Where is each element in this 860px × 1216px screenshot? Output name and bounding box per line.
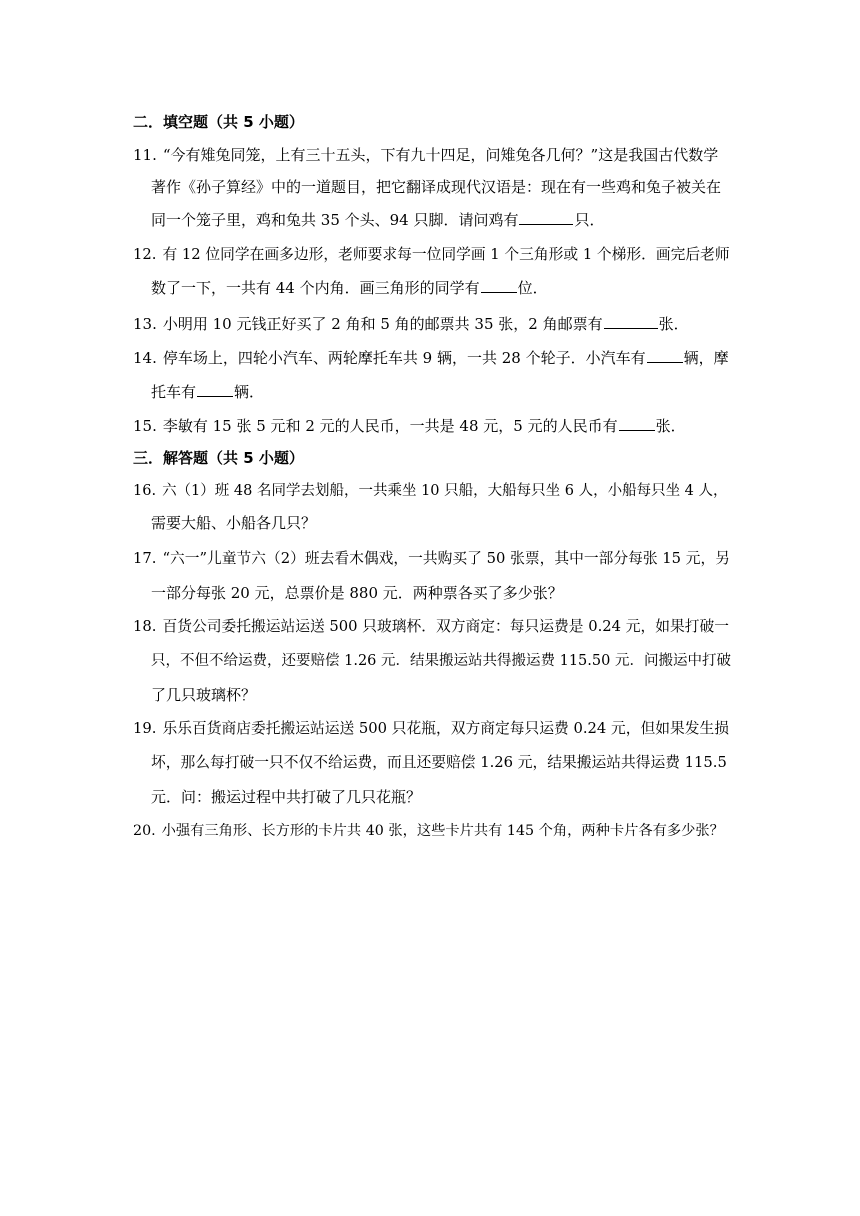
problem-line	[151, 651, 731, 671]
problem-line	[151, 513, 316, 533]
problem-line	[133, 617, 729, 637]
problem-text: 停车场上，四轮小汽车、两轮摩托车共 9 辆，一共 28 个轮子．小汽车有	[162, 349, 646, 367]
answer-blank[interactable]	[197, 381, 233, 397]
problem-text: 有 12 位同学在画多边形，老师要求每一位同学画 1 个三角形或 1 个梯形．画完后老师	[162, 246, 730, 263]
answer-blank[interactable]	[481, 277, 517, 293]
problem-line	[133, 245, 730, 265]
problem-text: 了几只玻璃杯？	[151, 686, 257, 704]
problem-number: 14.	[133, 349, 157, 367]
problem-text: “今有雉兔同笼，上有三十五头，下有九十四足，问雉兔各几何？”这是我国古代数学	[162, 146, 719, 164]
problem-text: 李敏有 15 张 5 元和 2 元的人民币，一共是 48 元，5 元的人民币有	[162, 417, 618, 435]
problem-line	[151, 753, 727, 773]
problem-text: 只．	[574, 211, 605, 229]
problem-text: 托车有	[151, 383, 197, 401]
problem-text: 六（1）班 48 名同学去划船，一共乘坐 10 只船，大船每只坐 6 人，小船每只坐 4 人，	[162, 483, 728, 499]
answer-blank[interactable]	[647, 347, 683, 363]
problem-text: 辆，摩	[683, 349, 729, 367]
section-heading-answer: 三．解答题（共 5 小题）	[133, 449, 304, 467]
problem-line	[151, 583, 563, 603]
problem-number: 19.	[133, 720, 157, 737]
problem-text: 坏，那么每打破一只不仅不给运费，而且还要赔偿 1.26 元，结果搬运站共得运费 115.5	[151, 754, 727, 771]
section-heading-fill-in: 二．填空题（共 5 小题）	[133, 113, 304, 131]
problem-line	[151, 277, 548, 297]
problem-line	[151, 381, 264, 401]
problem-text: 乐乐百货商店委托搬运站运送 500 只花瓶，双方商定每只运费 0.24 元，但如果发生损	[162, 720, 729, 737]
problem-text: 数了一下，一共有 44 个内角．画三角形的同学有	[151, 279, 480, 297]
problem-line	[151, 177, 721, 197]
problem-text: 只，不但不给运费，还要赔偿 1.26 元．结果搬运站共得搬运费 115.50 元．问搬运中打破	[151, 653, 731, 669]
problem-number: 11.	[133, 146, 157, 164]
problem-line	[133, 549, 730, 569]
problem-text: 小明用 10 元钱正好买了 2 角和 5 角的邮票共 35 张，2 角邮票有	[162, 315, 603, 333]
problem-number: 17.	[133, 550, 157, 567]
problem-number: 18.	[133, 618, 157, 635]
problem-text: 著作《孙子算经》中的一道题目，把它翻译成现代汉语是：现在有一些鸡和兔子被关在	[151, 178, 722, 196]
problem-line	[133, 719, 729, 739]
problem-line	[133, 347, 729, 367]
problem-text: 需要大船、小船各几只？	[151, 514, 317, 532]
problem-line	[133, 481, 728, 501]
problem-line	[133, 415, 686, 435]
problem-text: “六一”儿童节六（2）班去看木偶戏，一共购买了 50 张票，其中一部分每张 15 元，另	[162, 550, 730, 567]
problem-line	[133, 821, 724, 841]
problem-line	[151, 685, 256, 705]
problem-number: 16.	[133, 483, 157, 499]
problem-number: 20.	[133, 823, 156, 839]
problem-number: 12.	[133, 246, 157, 263]
problem-line	[151, 787, 421, 807]
problem-line	[133, 313, 689, 333]
problem-text: 百货公司委托搬运站运送 500 只玻璃杯．双方商定：每只运费是 0.24 元，如果打破一	[162, 618, 729, 635]
problem-text: 同一个笼子里，鸡和兔共 35 个头、94 只脚．请问鸡有	[151, 211, 519, 229]
problem-text: 张．	[658, 315, 689, 333]
problem-number: 15.	[133, 417, 157, 435]
problem-text: 位．	[517, 279, 548, 297]
problem-line	[151, 209, 605, 229]
problem-text: 元．问：搬运过程中共打破了几只花瓶？	[151, 788, 422, 806]
answer-blank[interactable]	[619, 415, 655, 431]
problem-text: 辆．	[234, 383, 265, 401]
problem-number: 13.	[133, 315, 157, 333]
answer-blank[interactable]	[519, 209, 573, 225]
problem-text: 一部分每张 20 元，总票价是 880 元．两种票各买了多少张？	[151, 584, 563, 602]
problem-text: 小强有三角形、长方形的卡片共 40 张，这些卡片共有 145 个角，两种卡片各有多少张？	[161, 823, 724, 839]
problem-line	[133, 145, 718, 165]
problem-text: 张．	[655, 417, 686, 435]
answer-blank[interactable]	[604, 313, 658, 329]
